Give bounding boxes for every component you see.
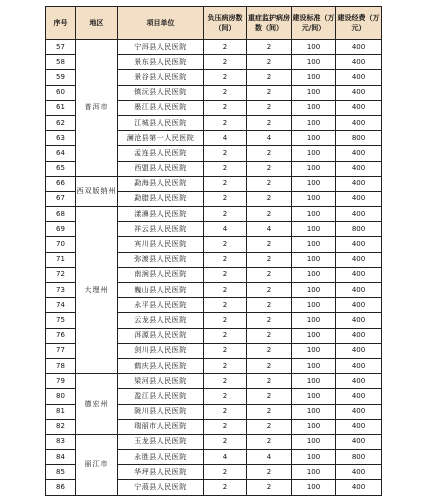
construction-standard-cell: 100 [292, 434, 336, 449]
negative-pressure-wards-cell: 2 [204, 343, 247, 358]
icu-wards-cell: 2 [247, 115, 292, 130]
project-unit-cell: 祥云县人民医院 [118, 222, 204, 237]
negative-pressure-wards-cell: 2 [204, 328, 247, 343]
construction-funding-cell: 400 [336, 100, 382, 115]
project-unit-cell: 南涧县人民医院 [118, 267, 204, 282]
table-row [46, 40, 382, 55]
serial-number-cell: 70 [46, 237, 76, 252]
serial-number-cell: 80 [46, 389, 76, 404]
serial-number-cell: 76 [46, 328, 76, 343]
project-unit-cell: 西盟县人民医院 [118, 161, 204, 176]
construction-funding-cell: 400 [336, 55, 382, 70]
project-unit-cell: 云龙县人民医院 [118, 313, 204, 328]
project-unit-cell: 墨江县人民医院 [118, 100, 204, 115]
header-construction-funding: 建设经费（万元） [336, 7, 382, 40]
table-row [46, 176, 382, 191]
negative-pressure-wards-cell: 2 [204, 404, 247, 419]
region-cell: 大理州 [76, 207, 118, 374]
serial-number-cell: 83 [46, 434, 76, 449]
negative-pressure-wards-cell: 2 [204, 146, 247, 161]
construction-standard-cell: 100 [292, 404, 336, 419]
construction-standard-cell: 100 [292, 100, 336, 115]
header-project-unit: 项目单位 [118, 7, 204, 40]
project-unit-cell: 孟连县人民医院 [118, 146, 204, 161]
project-unit-cell: 弥渡县人民医院 [118, 252, 204, 267]
serial-number-cell: 71 [46, 252, 76, 267]
construction-funding-cell: 400 [336, 191, 382, 206]
project-unit-cell: 宾川县人民医院 [118, 237, 204, 252]
construction-funding-cell: 400 [336, 419, 382, 434]
negative-pressure-wards-cell: 2 [204, 434, 247, 449]
icu-wards-cell: 2 [247, 191, 292, 206]
negative-pressure-wards-cell: 2 [204, 252, 247, 267]
construction-standard-cell: 100 [292, 85, 336, 100]
project-unit-cell: 陇川县人民医院 [118, 404, 204, 419]
icu-wards-cell: 2 [247, 404, 292, 419]
negative-pressure-wards-cell: 2 [204, 176, 247, 191]
construction-standard-cell: 100 [292, 161, 336, 176]
construction-funding-cell: 400 [336, 161, 382, 176]
project-unit-cell: 澜沧县第一人民医院 [118, 131, 204, 146]
icu-wards-cell: 2 [247, 85, 292, 100]
serial-number-cell: 85 [46, 465, 76, 480]
icu-wards-cell: 2 [247, 374, 292, 389]
region-cell: 德宏州 [76, 374, 118, 435]
project-unit-cell: 瑞丽市人民医院 [118, 419, 204, 434]
construction-standard-cell: 100 [292, 70, 336, 85]
project-unit-cell: 梁河县人民医院 [118, 374, 204, 389]
negative-pressure-wards-cell: 2 [204, 358, 247, 373]
construction-funding-cell: 400 [336, 115, 382, 130]
project-unit-cell: 勐腊县人民医院 [118, 191, 204, 206]
negative-pressure-wards-cell: 2 [204, 40, 247, 55]
icu-wards-cell: 2 [247, 146, 292, 161]
region-cell: 丽江市 [76, 434, 118, 495]
serial-number-cell: 57 [46, 40, 76, 55]
construction-funding-cell: 400 [336, 480, 382, 495]
serial-number-cell: 78 [46, 358, 76, 373]
construction-standard-cell: 100 [292, 480, 336, 495]
project-unit-cell: 永胜县人民医院 [118, 450, 204, 465]
project-unit-cell: 洱源县人民医院 [118, 328, 204, 343]
negative-pressure-wards-cell: 2 [204, 115, 247, 130]
serial-number-cell: 74 [46, 298, 76, 313]
table-row [46, 374, 382, 389]
construction-funding-cell: 400 [336, 85, 382, 100]
project-unit-cell: 玉龙县人民医院 [118, 434, 204, 449]
negative-pressure-wards-cell: 2 [204, 283, 247, 298]
construction-funding-cell: 400 [336, 252, 382, 267]
icu-wards-cell: 2 [247, 480, 292, 495]
serial-number-cell: 84 [46, 450, 76, 465]
icu-wards-cell: 2 [247, 389, 292, 404]
project-unit-cell: 宁蒗县人民医院 [118, 480, 204, 495]
construction-funding-cell: 400 [336, 343, 382, 358]
icu-wards-cell: 2 [247, 237, 292, 252]
construction-funding-cell: 400 [336, 267, 382, 282]
table-body [46, 40, 382, 496]
negative-pressure-wards-cell: 2 [204, 465, 247, 480]
icu-wards-cell: 2 [247, 176, 292, 191]
header-serial-number: 序号 [46, 7, 76, 40]
negative-pressure-wards-cell: 4 [204, 131, 247, 146]
negative-pressure-wards-cell: 2 [204, 389, 247, 404]
construction-funding-cell: 400 [336, 389, 382, 404]
icu-wards-cell: 2 [247, 100, 292, 115]
construction-standard-cell: 100 [292, 207, 336, 222]
negative-pressure-wards-cell: 4 [204, 222, 247, 237]
negative-pressure-wards-cell: 2 [204, 70, 247, 85]
construction-funding-cell: 400 [336, 358, 382, 373]
serial-number-cell: 73 [46, 283, 76, 298]
construction-standard-cell: 100 [292, 40, 336, 55]
construction-standard-cell: 100 [292, 283, 336, 298]
construction-funding-cell: 400 [336, 434, 382, 449]
construction-funding-cell: 400 [336, 207, 382, 222]
serial-number-cell: 81 [46, 404, 76, 419]
construction-funding-cell: 400 [336, 40, 382, 55]
icu-wards-cell: 2 [247, 328, 292, 343]
construction-funding-cell: 400 [336, 283, 382, 298]
construction-funding-cell: 400 [336, 70, 382, 85]
construction-funding-cell: 800 [336, 131, 382, 146]
construction-standard-cell: 100 [292, 389, 336, 404]
icu-wards-cell: 2 [247, 252, 292, 267]
icu-wards-cell: 2 [247, 161, 292, 176]
construction-funding-cell: 400 [336, 465, 382, 480]
construction-funding-cell: 800 [336, 222, 382, 237]
project-unit-cell: 永平县人民医院 [118, 298, 204, 313]
region-cell: 西双版纳州 [76, 176, 118, 206]
project-unit-cell: 剑川县人民医院 [118, 343, 204, 358]
construction-standard-cell: 100 [292, 131, 336, 146]
project-unit-cell: 景谷县人民医院 [118, 70, 204, 85]
project-unit-cell: 勐海县人民医院 [118, 176, 204, 191]
construction-standard-cell: 100 [292, 465, 336, 480]
project-unit-cell: 华坪县人民医院 [118, 465, 204, 480]
icu-wards-cell: 2 [247, 358, 292, 373]
construction-standard-cell: 100 [292, 450, 336, 465]
serial-number-cell: 62 [46, 115, 76, 130]
construction-funding-cell: 400 [336, 146, 382, 161]
construction-funding-cell: 400 [336, 176, 382, 191]
header-icu-wards: 重症监护病房数（间） [247, 7, 292, 40]
region-cell: 普洱市 [76, 40, 118, 177]
negative-pressure-wards-cell: 2 [204, 237, 247, 252]
serial-number-cell: 69 [46, 222, 76, 237]
project-unit-cell: 江城县人民医院 [118, 115, 204, 130]
construction-standard-cell: 100 [292, 237, 336, 252]
serial-number-cell: 86 [46, 480, 76, 495]
project-unit-cell: 盈江县人民医院 [118, 389, 204, 404]
serial-number-cell: 82 [46, 419, 76, 434]
construction-standard-cell: 100 [292, 55, 336, 70]
icu-wards-cell: 2 [247, 419, 292, 434]
icu-wards-cell: 2 [247, 313, 292, 328]
negative-pressure-wards-cell: 2 [204, 267, 247, 282]
construction-standard-cell: 100 [292, 222, 336, 237]
project-unit-cell: 景东县人民医院 [118, 55, 204, 70]
project-unit-cell: 漾濞县人民医院 [118, 207, 204, 222]
icu-wards-cell: 2 [247, 434, 292, 449]
construction-standard-cell: 100 [292, 358, 336, 373]
serial-number-cell: 64 [46, 146, 76, 161]
table-header [46, 7, 382, 40]
negative-pressure-wards-cell: 2 [204, 161, 247, 176]
construction-funding-cell: 400 [336, 404, 382, 419]
serial-number-cell: 79 [46, 374, 76, 389]
construction-standard-cell: 100 [292, 146, 336, 161]
negative-pressure-wards-cell: 2 [204, 298, 247, 313]
project-unit-cell: 镇沅县人民医院 [118, 85, 204, 100]
construction-standard-cell: 100 [292, 328, 336, 343]
project-unit-cell: 宁洱县人民医院 [118, 40, 204, 55]
serial-number-cell: 65 [46, 161, 76, 176]
header-negative-pressure-wards: 负压病房数（间） [204, 7, 247, 40]
icu-wards-cell: 2 [247, 267, 292, 282]
construction-standard-cell: 100 [292, 176, 336, 191]
icu-wards-cell: 2 [247, 40, 292, 55]
serial-number-cell: 59 [46, 70, 76, 85]
table-row [46, 434, 382, 449]
construction-funding-cell: 400 [336, 374, 382, 389]
header-region: 地区 [76, 7, 118, 40]
construction-standard-cell: 100 [292, 252, 336, 267]
serial-number-cell: 63 [46, 131, 76, 146]
construction-funding-cell: 400 [336, 298, 382, 313]
serial-number-cell: 67 [46, 191, 76, 206]
hospital-funding-table [45, 6, 382, 496]
construction-standard-cell: 100 [292, 374, 336, 389]
project-unit-cell: 鹤庆县人民医院 [118, 358, 204, 373]
construction-funding-cell: 400 [336, 328, 382, 343]
serial-number-cell: 58 [46, 55, 76, 70]
icu-wards-cell: 4 [247, 450, 292, 465]
construction-standard-cell: 100 [292, 191, 336, 206]
icu-wards-cell: 2 [247, 207, 292, 222]
construction-funding-cell: 400 [336, 237, 382, 252]
negative-pressure-wards-cell: 2 [204, 100, 247, 115]
header-construction-standard: 建设标准（万元/间） [292, 7, 336, 40]
negative-pressure-wards-cell: 2 [204, 419, 247, 434]
serial-number-cell: 68 [46, 207, 76, 222]
construction-standard-cell: 100 [292, 419, 336, 434]
icu-wards-cell: 2 [247, 55, 292, 70]
serial-number-cell: 72 [46, 267, 76, 282]
construction-standard-cell: 100 [292, 313, 336, 328]
negative-pressure-wards-cell: 2 [204, 207, 247, 222]
icu-wards-cell: 2 [247, 465, 292, 480]
serial-number-cell: 75 [46, 313, 76, 328]
negative-pressure-wards-cell: 2 [204, 191, 247, 206]
serial-number-cell: 61 [46, 100, 76, 115]
construction-standard-cell: 100 [292, 298, 336, 313]
construction-standard-cell: 100 [292, 343, 336, 358]
icu-wards-cell: 2 [247, 283, 292, 298]
icu-wards-cell: 2 [247, 70, 292, 85]
icu-wards-cell: 2 [247, 298, 292, 313]
construction-standard-cell: 100 [292, 115, 336, 130]
serial-number-cell: 66 [46, 176, 76, 191]
project-unit-cell: 巍山县人民医院 [118, 283, 204, 298]
negative-pressure-wards-cell: 2 [204, 85, 247, 100]
negative-pressure-wards-cell: 2 [204, 313, 247, 328]
construction-funding-cell: 800 [336, 450, 382, 465]
serial-number-cell: 77 [46, 343, 76, 358]
negative-pressure-wards-cell: 4 [204, 450, 247, 465]
icu-wards-cell: 2 [247, 343, 292, 358]
negative-pressure-wards-cell: 2 [204, 480, 247, 495]
serial-number-cell: 60 [46, 85, 76, 100]
construction-funding-cell: 400 [336, 313, 382, 328]
icu-wards-cell: 4 [247, 222, 292, 237]
table-row [46, 207, 382, 222]
negative-pressure-wards-cell: 2 [204, 374, 247, 389]
icu-wards-cell: 4 [247, 131, 292, 146]
negative-pressure-wards-cell: 2 [204, 55, 247, 70]
construction-standard-cell: 100 [292, 267, 336, 282]
